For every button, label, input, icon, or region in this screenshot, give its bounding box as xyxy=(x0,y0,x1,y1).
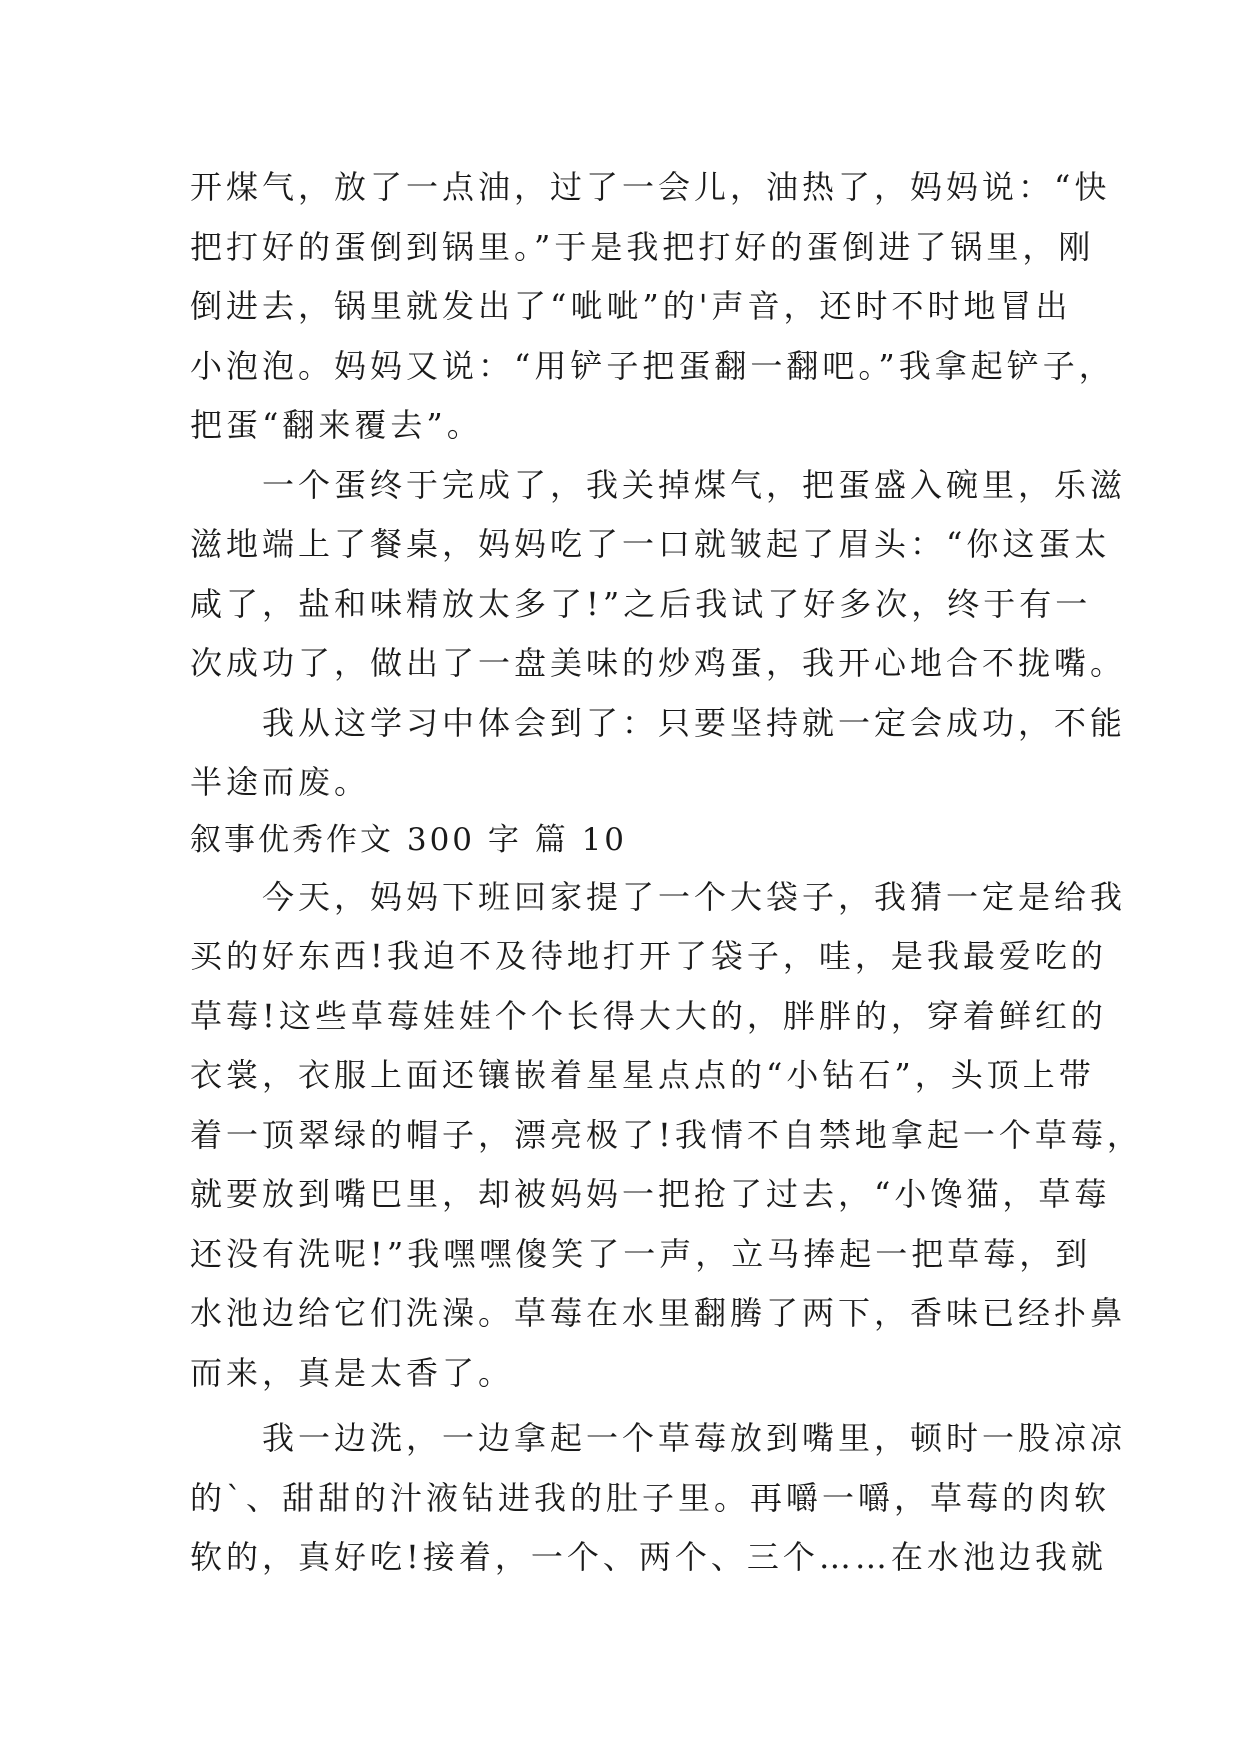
paragraph-block-1 xyxy=(190,158,1127,813)
text-line: 小泡泡。妈妈又说：“用铲子把蛋翻一翻吧。”我拿起铲子， xyxy=(190,346,1115,385)
text-line: 咸了，盐和味精放太多了!”之后我试了好多次，终于有一 xyxy=(190,584,1092,623)
section-heading: 叙事优秀作文 300 字 篇 10 xyxy=(190,821,628,858)
text-line: 把打好的蛋倒到锅里。”于是我把打好的蛋倒进了锅里，刚 xyxy=(190,227,1095,266)
text-line: 就要放到嘴巴里，却被妈妈一把抢了过去，“小馋猫，草莓 xyxy=(190,1175,1111,1213)
text-line: 水池边给它们洗澡。草莓在水里翻腾了两下，香味已经扑鼻 xyxy=(190,1294,1127,1332)
document-page xyxy=(190,158,1143,1588)
text-line: 倒进去，锅里就发出了“呲呲”的'声音，还时不时地冒出 xyxy=(190,287,1072,325)
text-line: 把蛋“翻来覆去”。 xyxy=(190,406,483,444)
text-line: 一个蛋终于完成了，我关掉煤气，把蛋盛入碗里，乐滋 xyxy=(190,465,1127,504)
text-line: 滋地端上了餐桌，妈妈吃了一口就皱起了眉头：“你这蛋太 xyxy=(190,525,1111,563)
paragraph-block-3 xyxy=(190,1409,1127,1588)
text-line: 还没有洗呢!”我嘿嘿傻笑了一声，立马捧起一把草莓，到 xyxy=(190,1234,1092,1273)
paragraph-block-2 xyxy=(190,868,1143,1404)
text-line: 而来，真是太香了。 xyxy=(190,1353,515,1392)
text-line: 开煤气，放了一点油，过了一会儿，油热了，妈妈说：“快 xyxy=(190,168,1111,206)
text-line: 着一顶翠绿的帽子，漂亮极了!我情不自禁地拿起一个草莓， xyxy=(190,1115,1143,1154)
text-line: 软的，真好吃!接着，一个、两个、三个……在水池边我就 xyxy=(190,1538,1107,1576)
text-line: 我一边洗，一边拿起一个草莓放到嘴里，顿时一股凉凉 xyxy=(190,1419,1127,1457)
text-line: 半途而废。 xyxy=(190,763,371,801)
text-line: 的`、甜甜的汁液钻进我的肚子里。再嚼一嚼，草莓的肉软 xyxy=(190,1478,1111,1517)
text-line: 次成功了，做出了一盘美味的炒鸡蛋，我开心地合不拢嘴。 xyxy=(190,644,1127,682)
text-line: 我从这学习中体会到了：只要坚持就一定会成功，不能 xyxy=(190,703,1127,742)
text-line: 买的好东西!我迫不及待地打开了袋子，哇，是我最爱吃的 xyxy=(190,937,1107,975)
text-line: 衣裳，衣服上面还镶嵌着星星点点的“小钻石”，头顶上带 xyxy=(190,1056,1095,1094)
text-line: 草莓!这些草莓娃娃个个长得大大的，胖胖的，穿着鲜红的 xyxy=(190,996,1107,1035)
text-line: 今天，妈妈下班回家提了一个大袋子，我猜一定是给我 xyxy=(190,877,1127,916)
